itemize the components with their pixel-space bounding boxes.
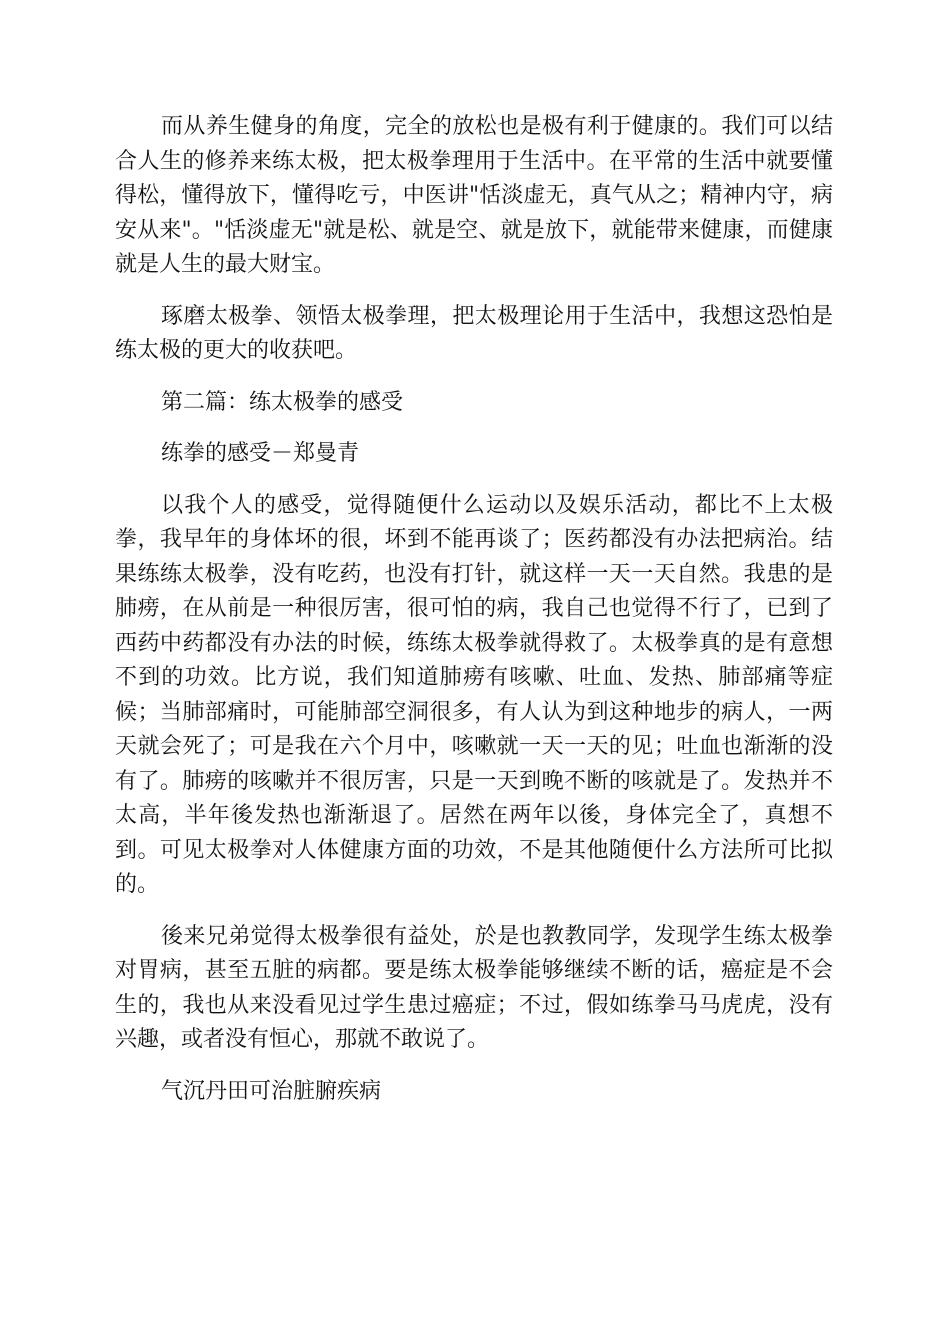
- section-heading-dantian: 气沉丹田可治脏腑疾病: [161, 1078, 382, 1104]
- paragraph-personal-experience: 以我个人的感受，觉得随便什么运动以及娱乐活动，都比不上太极拳，我早年的身体坏的很，坏到不能再谈了；医药都没有办法把病治。结果练练太极拳，没有吃药，也没有打针，就这样一天一天自然。我患的是肺痨，在从前是一种很厉害，很可怕的病，我自己也觉得不行了，已到了西药中药都没有办法的时候，练练太极拳就得救了。太极拳真的是有意想不到的功效。比方说，我们知道肺痨有咳嗽、吐血、发热、肺部痛等症候；当肺部痛时，可能肺部空洞很多，有人认为到这种地步的病人，一两天就会死了；可是我在六个月中，咳嗽就一天一天的见；吐血也渐渐的没有了。肺痨的咳嗽并不很厉害，只是一天到晚不断的咳就是了。发热并不太高，半年後发热也渐渐退了。居然在两年以後，身体完全了，真想不到。可见太极拳对人体健康方面的功效，不是其他随便什么方法所可比拟的。: [115, 492, 833, 897]
- article-title-author: 练拳的感受－郑曼青: [161, 441, 360, 466]
- paragraph-taiji-life: 琢磨太极拳、领悟太极拳理，把太极理论用于生活中，我想这恐怕是练太极的更大的收获吧。: [115, 303, 833, 363]
- paragraph-relaxation-health: 而从养生健身的角度，完全的放松也是极有利于健康的。我们可以结合人生的修养来练太极，把太极拳理用于生活中。在平常的生活中就要懂得松，懂得放下，懂得吃亏，中医讲"恬淡虚无，真气从之；精神内守，病安从来"。"恬淡虚无"就是松、就是空、就是放下，就能带来健康，而健康就是人生的最大财宝。: [115, 114, 833, 277]
- paragraph-teaching-students: 後来兄弟觉得太极拳很有益处，於是也教教同学，发现学生练太极拳对胃病，甚至五脏的病都。要是练太极拳能够继续不断的话，癌症是不会生的，我也从来没看见过学生患过癌症；不过，假如练拳马马虎虎，没有兴趣，或者没有恒心，那就不敢说了。: [115, 923, 833, 1052]
- document-page: [115, 110, 833, 1126]
- section-heading-part-two: 第二篇：练太极拳的感受: [161, 389, 404, 415]
